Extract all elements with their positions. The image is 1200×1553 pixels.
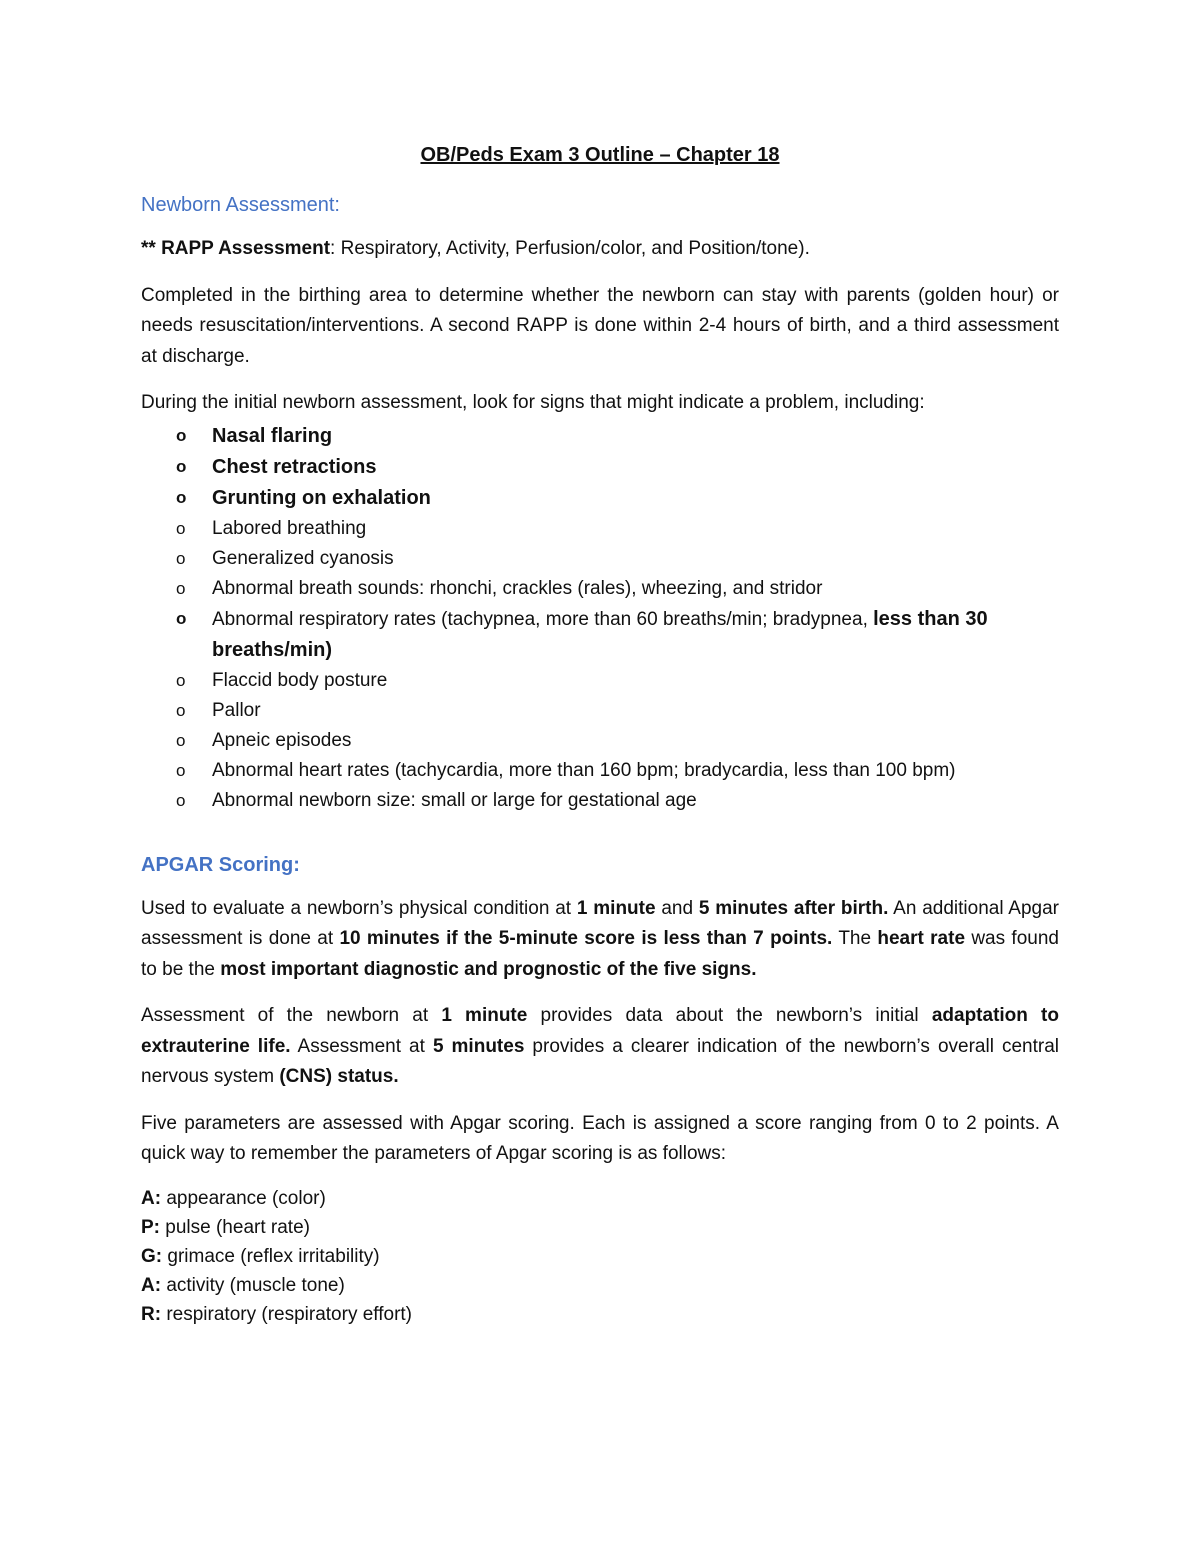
document-content — [141, 140, 1059, 1329]
apgar-purpose-paragraph: Used to evaluate a newborn’s physical condition at 1 minute and 5 minutes after birth. An additional Apgar assessment is done at 10 minutes if the 5-minute score is less than 7 points. The heart rate was found to be the most important diagnostic and prognostic of the five signs. — [141, 897, 1060, 980]
bullet-marker: o — [176, 700, 186, 720]
mnemonic-item: R: respiratory (respiratory effort) — [141, 1303, 413, 1325]
rapp-label: ** RAPP Assessment — [141, 238, 331, 259]
list-item: o Apneic episodes — [141, 726, 1059, 756]
list-item: o Flaccid body posture — [141, 666, 1059, 696]
bullet-marker: o — [176, 608, 187, 628]
bullet-marker: o — [176, 760, 186, 780]
bullet-marker: o — [176, 670, 186, 690]
section-heading-apgar-scoring: APGAR Scoring: — [141, 853, 300, 876]
bullet-marker: o — [176, 790, 186, 810]
list-item: o Generalized cyanosis — [141, 544, 1059, 574]
rapp-completed-paragraph: Completed in the birthing area to determine whether the newborn can stay with parents (golden hour) or needs resuscitation/interventions. A second RAPP is done within 2-4 hours of birth, and a third assessment at discharge. — [141, 284, 1059, 367]
bullet-marker: o — [176, 578, 186, 598]
list-item: o Nasal flaring — [141, 421, 1059, 452]
bullet-marker: o — [176, 487, 187, 507]
section-heading-newborn-assessment: Newborn Assessment: — [141, 194, 340, 216]
mnemonic-item: A: activity (muscle tone) — [141, 1274, 345, 1296]
list-item: o Abnormal heart rates (tachycardia, more than 160 bpm; bradycardia, less than 100 bpm) — [141, 756, 1059, 786]
apgar-mnemonic-list — [141, 1184, 1059, 1329]
list-item: o Abnormal newborn size: small or large for gestational age — [141, 786, 1059, 816]
mnemonic-item: P: pulse (heart rate) — [141, 1216, 310, 1238]
rapp-assessment-line — [141, 234, 1059, 265]
list-item: o Labored breathing — [141, 514, 1059, 544]
bullet-marker: o — [176, 456, 187, 476]
list-item: o Grunting on exhalation — [141, 483, 1059, 514]
bullet-marker: o — [176, 425, 187, 445]
bullet-marker: o — [176, 518, 186, 538]
signs-intro: During the initial newborn assessment, look for signs that might indicate a problem, including: — [141, 392, 925, 413]
bullet-marker: o — [176, 730, 186, 750]
list-item: o Abnormal breath sounds: rhonchi, crackles (rales), wheezing, and stridor — [141, 574, 1059, 604]
list-item: o Pallor — [141, 696, 1059, 726]
list-item: o Chest retractions — [141, 452, 1059, 483]
problem-signs-list — [141, 421, 1059, 816]
rapp-description: : Respiratory, Activity, Perfusion/color, and Position/tone). — [330, 238, 810, 259]
list-item-respiratory-rates: o Abnormal respiratory rates (tachypnea, more than 60 breaths/min; bradypnea, less than 30 breaths/min) — [141, 604, 1059, 666]
apgar-timing-paragraph: Assessment of the newborn at 1 minute provides data about the newborn’s initial adaptation to extrauterine life. Assessment at 5 minutes provides a clearer indication of the newborn’s overall central nervous system (CNS) status. — [141, 1005, 1059, 1087]
mnemonic-item: G: grimace (reflex irritability) — [141, 1245, 380, 1267]
apgar-parameters-paragraph: Five parameters are assessed with Apgar scoring. Each is assigned a score ranging from 0 to 2 points. A quick way to remember the parameters of Apgar scoring is as follows: — [141, 1112, 1059, 1164]
mnemonic-item: A: appearance (color) — [141, 1187, 326, 1209]
bullet-marker: o — [176, 548, 186, 568]
document-title: OB/Peds Exam 3 Outline – Chapter 18 — [420, 144, 780, 166]
